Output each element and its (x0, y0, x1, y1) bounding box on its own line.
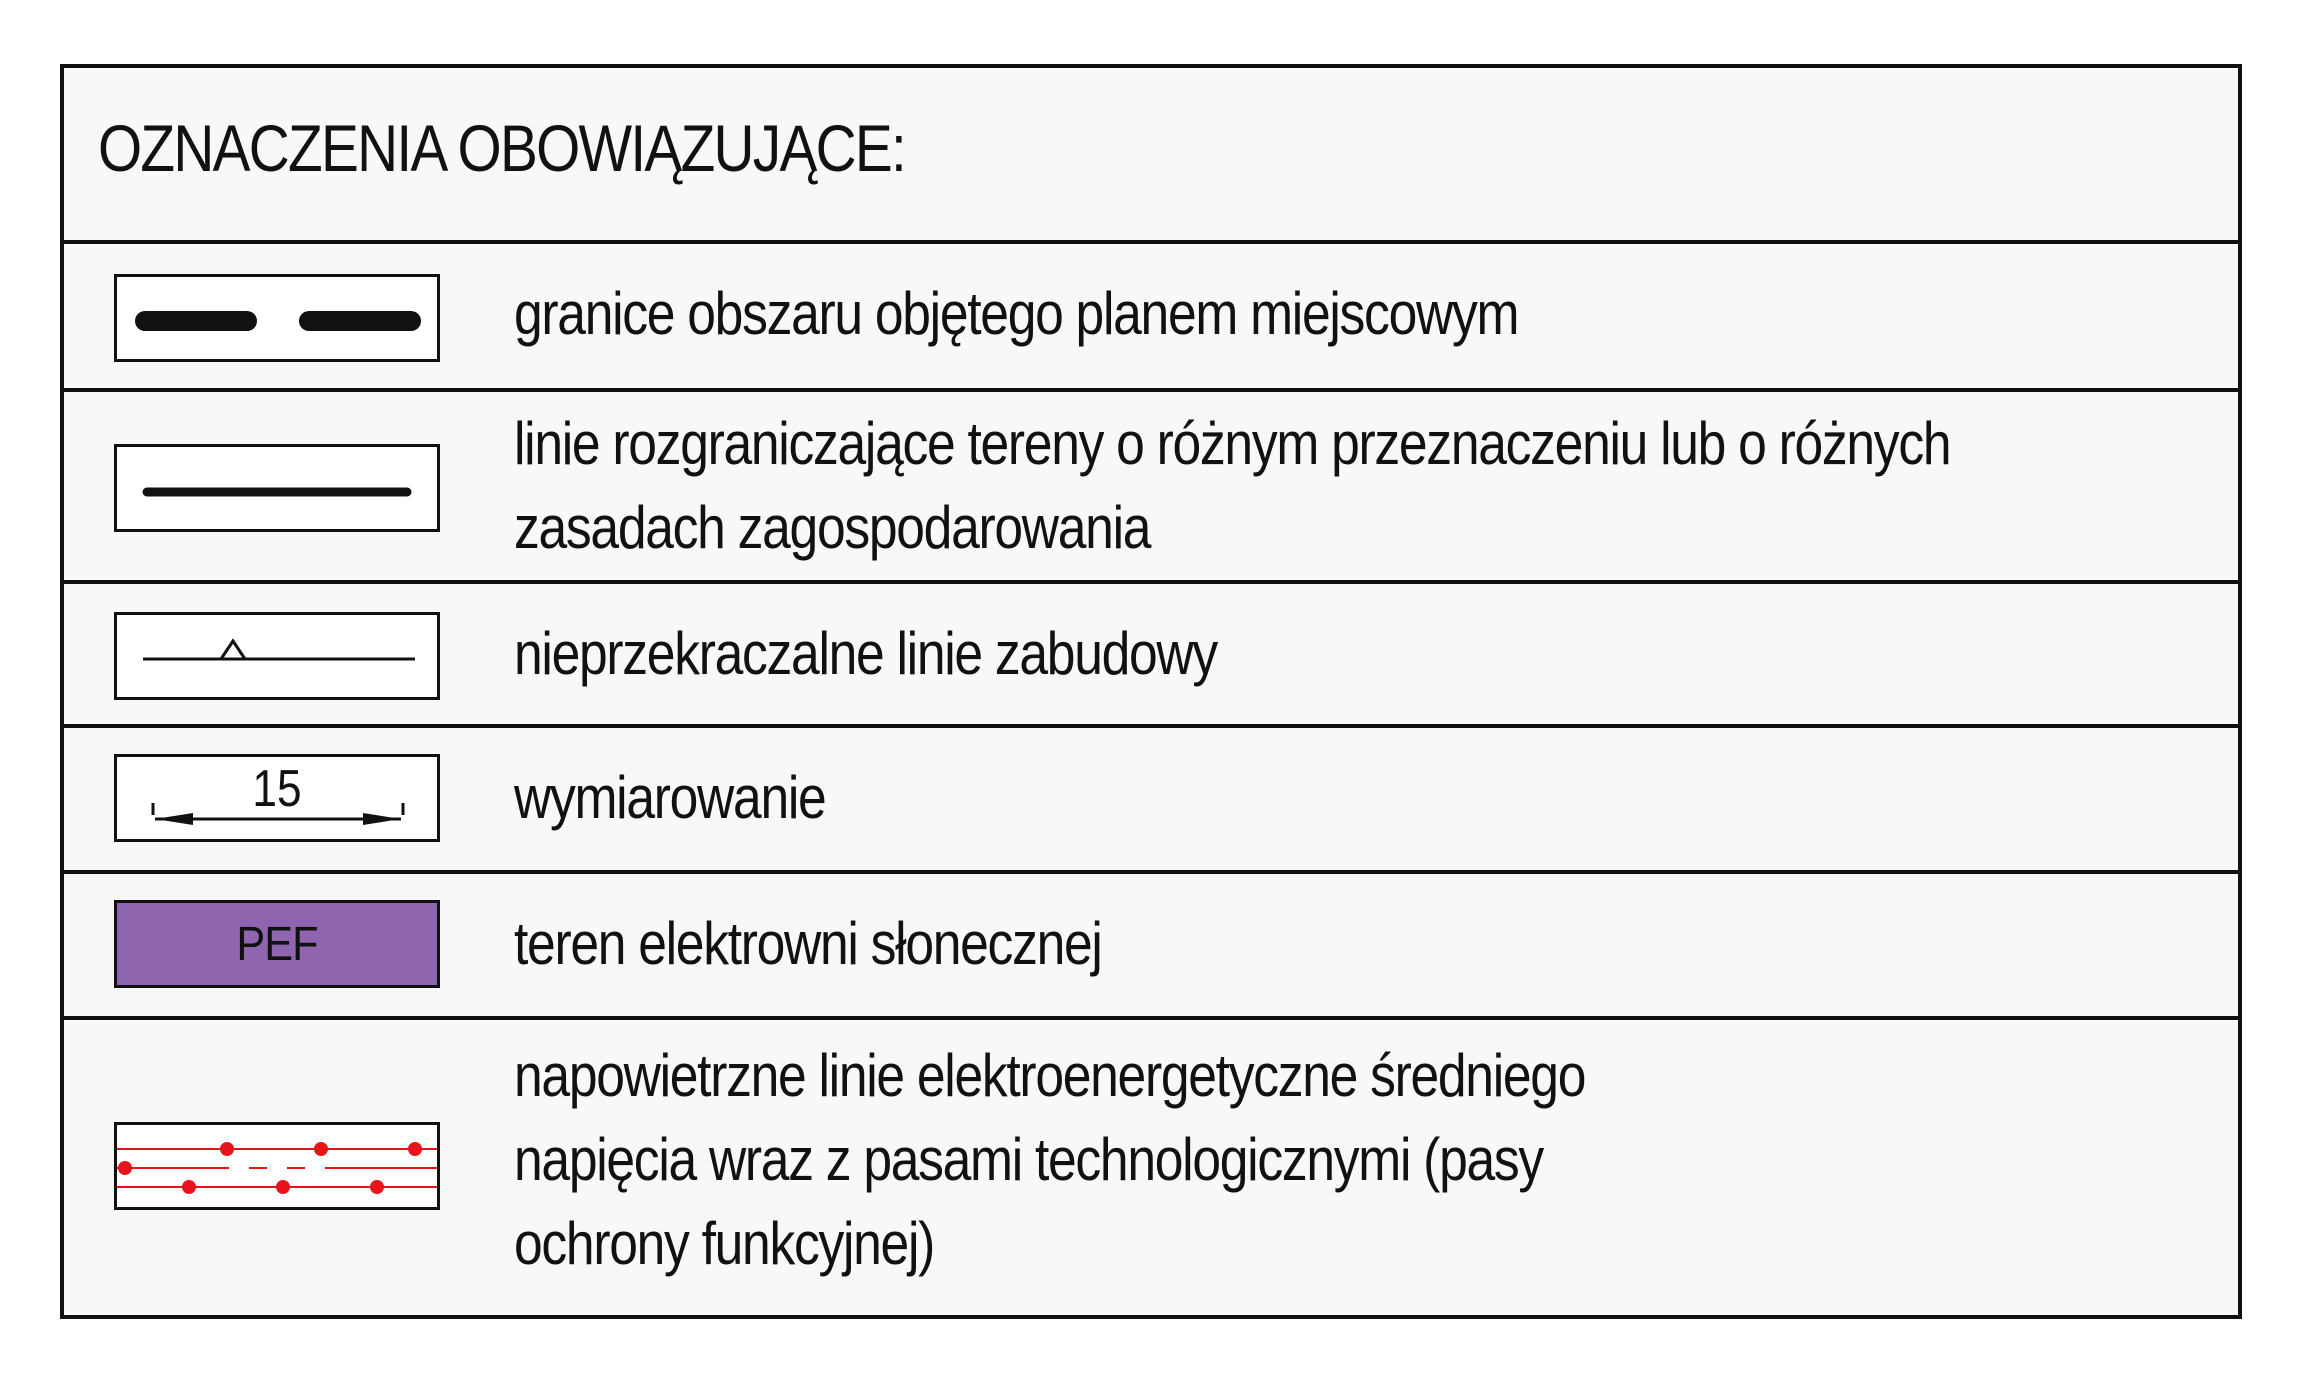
legend-description (514, 1034, 1976, 1286)
legend-title: OZNACZENIA OBOWIĄZUJĄCE: (98, 111, 906, 185)
legend-table (60, 64, 2242, 1319)
zone-code: PEF (236, 917, 318, 971)
legend-row-power-lines (64, 1020, 2238, 1315)
dimension-value: 15 (252, 760, 302, 818)
description-line: ochrony funkcyjnej) (514, 1210, 935, 1277)
description-line: zasadach zagospodarowania (514, 494, 1151, 561)
dimension-arrow-icon (114, 754, 440, 842)
description-line: teren elektrowni słonecznej (514, 910, 1102, 977)
description-line: linie rozgraniczające tereny o różnym przeznaczeniu lub o różnych (514, 410, 1951, 477)
building-line-with-caret-icon (114, 612, 440, 700)
legend-row-plan-boundary (64, 244, 2238, 392)
legend-description (514, 756, 1976, 840)
dashed-boundary-line-icon (114, 274, 440, 362)
solid-demarcation-line-icon (114, 444, 440, 532)
legend-header (64, 68, 2238, 244)
red-power-line-corridor-icon (114, 1122, 440, 1210)
legend-row-dimensioning (64, 728, 2238, 874)
description-line: granice obszaru objętego planem miejscowym (514, 280, 1519, 347)
description-line: wymiarowanie (514, 764, 826, 831)
legend-row-demarcation-lines (64, 392, 2238, 584)
description-line: napięcia wraz z pasami technologicznymi (pasy (514, 1126, 1543, 1193)
legend-description (514, 902, 1976, 986)
legend-row-building-lines (64, 584, 2238, 728)
description-line: nieprzekraczalne linie zabudowy (514, 620, 1217, 687)
purple-area-fill-icon (114, 900, 440, 988)
legend-row-solar-plant (64, 874, 2238, 1020)
description-line: napowietrzne linie elektroenergetyczne średniego (514, 1042, 1586, 1109)
legend-description (514, 402, 1976, 570)
legend-description (514, 272, 1976, 356)
legend-description (514, 612, 1976, 696)
